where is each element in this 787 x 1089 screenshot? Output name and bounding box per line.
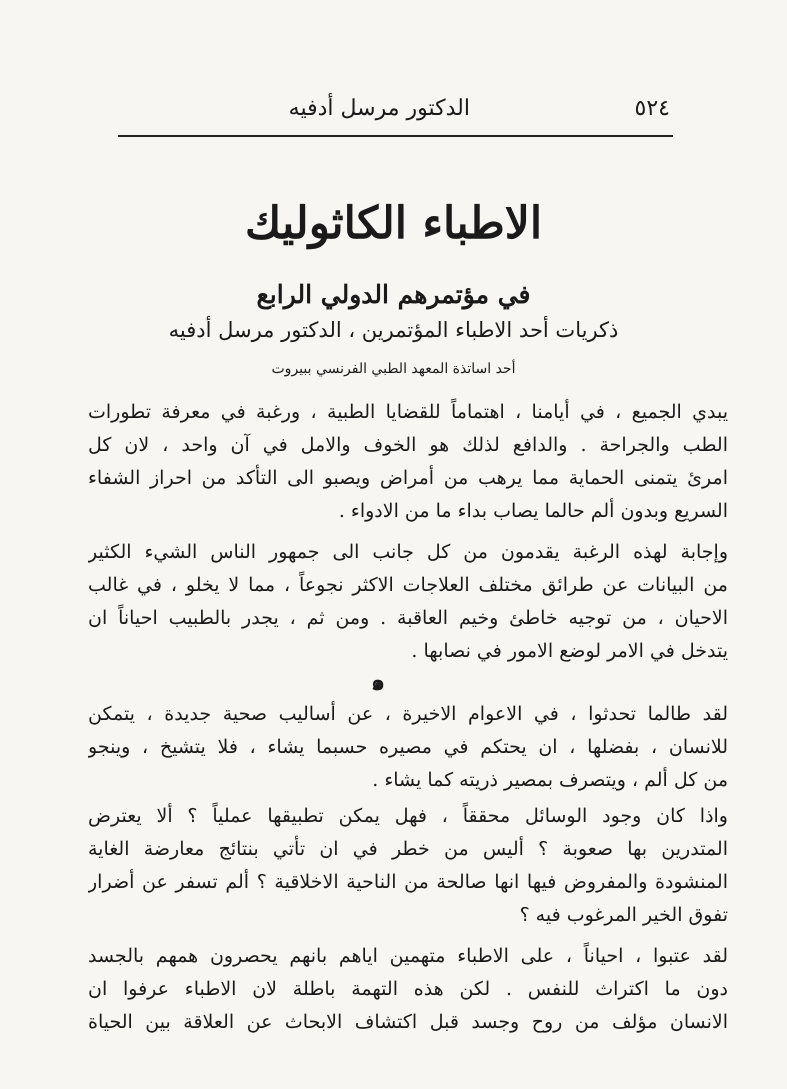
article-subtitle: في مؤتمرهم الدولي الرابع (256, 280, 531, 309)
paragraph-line: امرئ يتمنى الحماية مما يرهب من أمراض ويصبو الى التأكد من احراز الشفاء (88, 467, 728, 489)
paragraph-line: الاحيان ، من توجيه خاطئ وخيم العاقبة . ومن ثم ، يجدر بالطبيب احياناً ان (88, 607, 728, 629)
paragraph-line: من البيانات عن طرائق مختلف العلاجات الاكثر نجوعاً ، مما لا يخلو ، في غالب (88, 574, 728, 596)
paragraph-line: المنشودة والمفروض فيها انها صالحة من الناحية الاخلاقية ؟ ألم تسفر عن أضرار (88, 871, 728, 893)
paragraph-line: يبدي الجميع ، في أيامنا ، اهتماماً للقضايا الطبية ، ورغبة في معرفة تطورات (88, 401, 728, 423)
paragraph-line: لقد عتبوا ، احياناً ، على الاطباء متهمين اياهم بانهم يحصرون همهم بالجسد (88, 945, 728, 967)
paragraph-2 (88, 536, 728, 668)
article-title: الاطباء الكاثوليك (244, 198, 543, 249)
paragraph-line: دون ما اكتراث للنفس . لكن هذه التهمة باطلة لان الاطباء عرفوا ان (88, 978, 728, 1000)
article-byline: ذكريات أحد الاطباء المؤتمرين ، الدكتور مرسل أدفيه (168, 318, 619, 342)
paragraph-3 (88, 698, 728, 797)
paragraph-line: الانسان مؤلف من روح وجسد قبل اكتشاف الابحاث عن العلاقة بين الحياة (88, 1011, 728, 1033)
section-ornament: ๑ (371, 670, 385, 696)
paragraph-line: يتدخل في الامر لوضع الامور في نصابها . (411, 640, 728, 662)
paragraph-line: الطب والجراحة . والدافع لذلك هو الخوف والامل في آن واحد ، لان كل (88, 434, 728, 456)
paragraph-line: تفوق الخير المرغوب فيه ؟ (519, 904, 728, 926)
running-header (110, 96, 670, 136)
author-affiliation: أحد اساتذة المعهد الطبي الفرنسي ببيروت (271, 361, 516, 377)
paragraph-line: للانسان ، بفضلها ، ان يحتكم في مصيره حسبما يشاء ، فلا يتشيخ ، وينجو (88, 736, 728, 758)
paragraph-4 (88, 800, 728, 932)
running-title: الدكتور مرسل أدفيه (288, 96, 470, 121)
paragraph-line: السريع وبدون ألم حالما يصاب بداء ما من الادواء . (338, 500, 728, 522)
paragraph-line: وإجابة لهذه الرغبة يقدمون من كل جانب الى جمهور الناس الشيء الكثير (88, 541, 728, 563)
paragraph-1 (88, 396, 728, 528)
paragraph-line: من كل ألم ، ويتصرف بمصير ذريته كما يشاء . (372, 769, 728, 791)
page-number: ٥٢٤ (634, 96, 670, 121)
paragraph-line: لقد طالما تحدثوا ، في الاعوام الاخيرة ، عن أساليب صحية جديدة ، يتمكن (88, 703, 728, 725)
paragraph-line: واذا كان وجود الوسائل محققاً ، فهل يمكن تطبيقها عملياً ؟ ألا يعترض (88, 805, 728, 827)
paragraph-line: المتدرين بها صعوبة ؟ أليس من خطر في ان تأتي بنتائج معارضة الغاية (88, 838, 728, 860)
header-rule (118, 135, 673, 137)
paragraph-5 (88, 940, 728, 1039)
